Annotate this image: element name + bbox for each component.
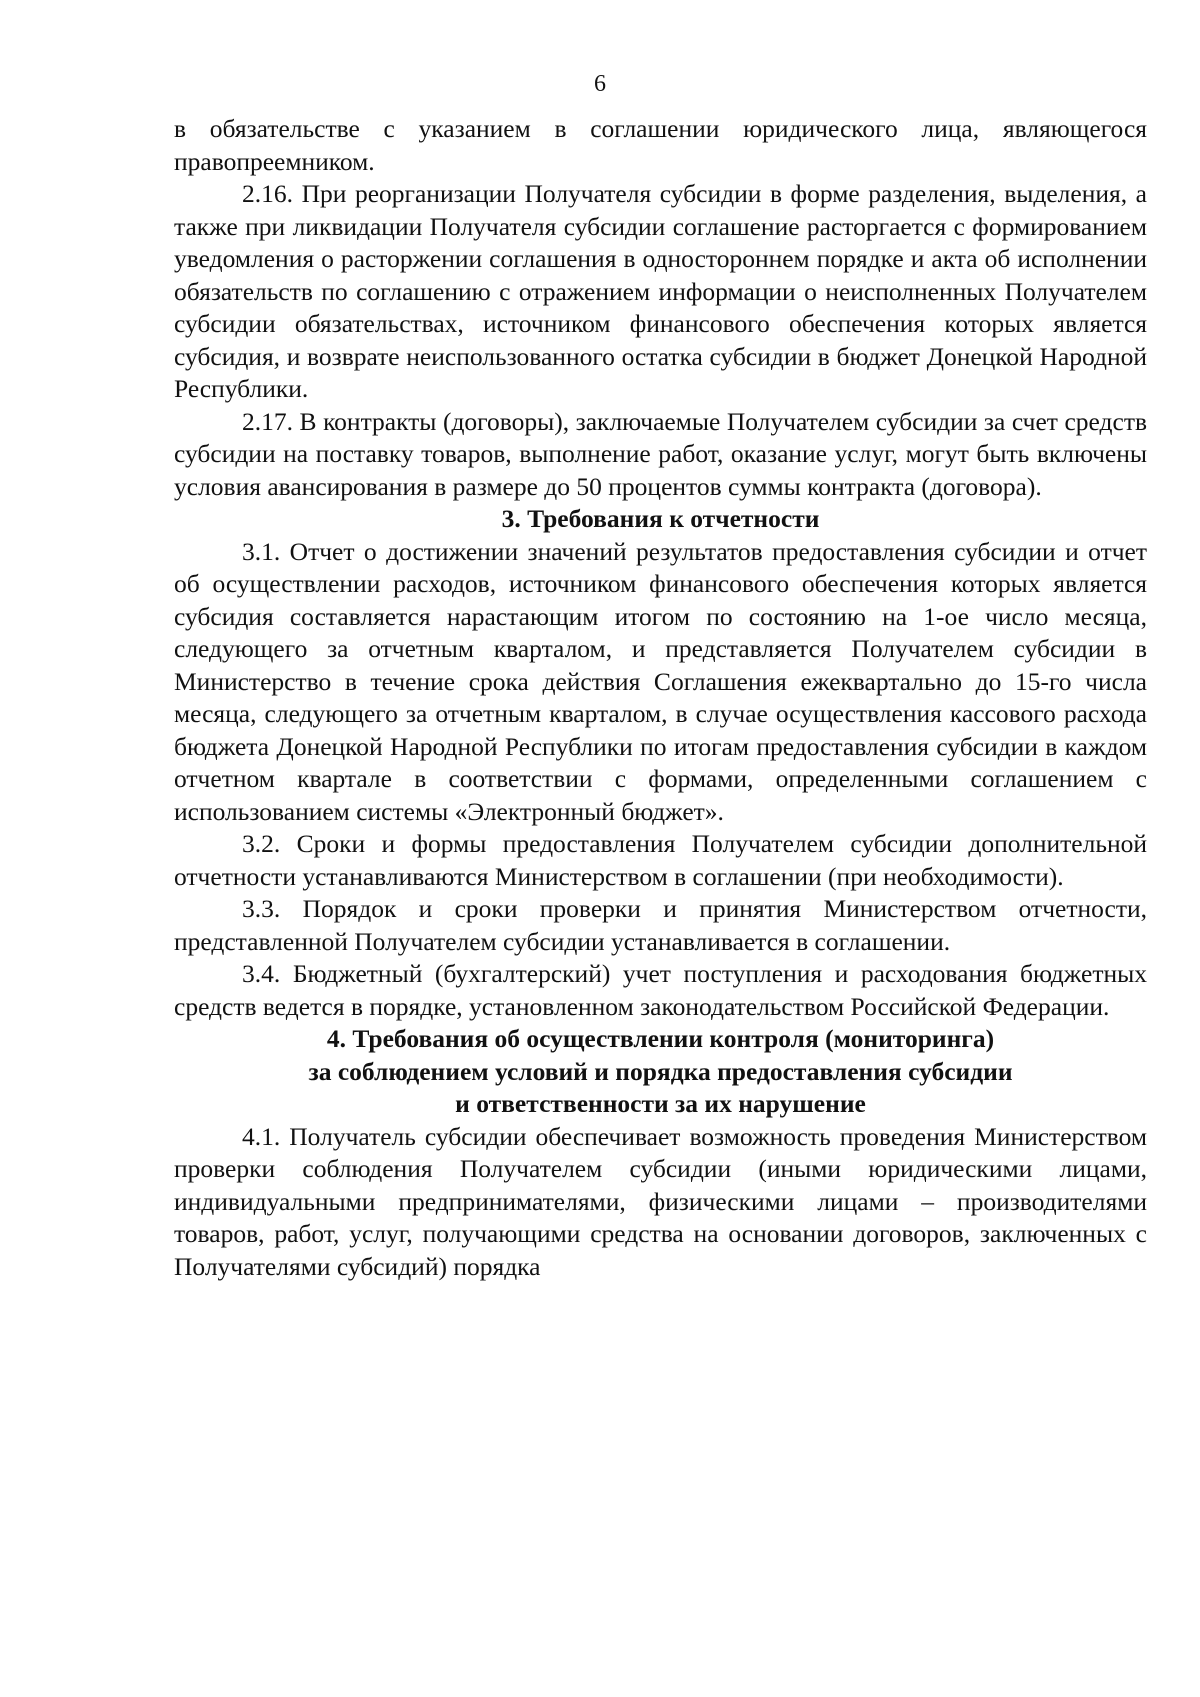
item-text: В контракты (договоры), заключаемые Получателем субсидии за счет средств субсидии на поставку товаров, выполнение работ, оказание услуг, могут быть включены условия авансирования в размере до 50 процентов суммы контракта (договора). <box>174 406 1148 501</box>
intro-paragraph: в обязательстве с указанием в соглашении юридического лица, являющегося правопреемником. <box>174 114 1147 176</box>
item-text: Порядок и сроки проверки и принятия Министерством отчетности, представленной Получателем субсидии устанавливается в соглашении. <box>174 894 1148 956</box>
item-text: Сроки и формы предоставления Получателем субсидии дополнительной отчетности устанавливаются Министерством в соглашении (при необходимости). <box>174 829 1148 891</box>
paragraph-3-2 <box>174 828 1147 893</box>
section-4-heading-line: и ответственности за их нарушение <box>455 1089 866 1118</box>
item-number: 3.2. <box>242 829 281 858</box>
paragraph-4-1 <box>174 1121 1147 1284</box>
paragraph-2-16 <box>174 178 1147 406</box>
document-body <box>174 113 1147 1283</box>
item-text: Бюджетный (бухгалтерский) учет поступления и расходования бюджетных средств ведется в порядке, установленном законодательством Российской Федерации. <box>174 959 1148 1021</box>
item-text: Отчет о достижении значений результатов предоставления субсидии и отчет об осуществлении расходов, источником финансового обеспечения которых является субсидия составляется нарастающим итогом по состоянию на 1-ое число месяца, следующего за отчетным кварталом, и представляется Получателем субсидии в Министерство в течение срока действия Соглашения ежеквартально до 15-го числа месяца, следующего за отчетным кварталом, в случае осуществления кассового расхода бюджета Донецкой Народной Республики по итогам предоставления субсидии в каждом отчетном квартале в соответствии с формами, определенными соглашением с использованием системы «Электронный бюджет». <box>174 536 1147 826</box>
paragraph-3-1 <box>174 536 1147 829</box>
item-number: 3.4. <box>242 959 281 988</box>
item-number: 3.3. <box>242 894 281 923</box>
section-4-heading-line: за соблюдением условий и порядка предоставления субсидии <box>308 1056 1013 1086</box>
item-number: 2.16. <box>242 179 293 208</box>
section-4-heading-line: 4. Требования об осуществлении контроля (мониторинга) <box>326 1024 995 1053</box>
section-3-heading: 3. Требования к отчетности <box>501 504 820 533</box>
item-number: 2.17. <box>242 406 293 436</box>
paragraph-3-3 <box>174 893 1147 958</box>
item-text: При реорганизации Получателя субсидии в форме разделения, выделения, а также при ликвидации Получателя субсидии соглашение расторгается с формированием уведомления о расторжении соглашения в одностороннем порядке и акта об исполнении обязательств по соглашению с отражением информации о неисполненных Получателем субсидии обязательствах, источником финансового обеспечения которых является субсидия, и возврате неиспользованного остатка субсидии в бюджет Донецкой Народной Республики. <box>174 179 1148 403</box>
paragraph-3-4 <box>174 958 1147 1023</box>
paragraph-2-17 <box>174 406 1147 504</box>
item-text: Получатель субсидии обеспечивает возможность проведения Министерством проверки соблюдения Получателем субсидии (иными юридическими лицами, индивидуальными предпринимателями, физическими лицами – производителями товаров, работ, услуг, получающими средства на основании договоров, заключенных с Получателями субсидий) порядка <box>174 1121 1147 1281</box>
item-number: 3.1. <box>242 536 281 566</box>
section-4-heading <box>174 1023 1147 1121</box>
page-number: 6 <box>594 71 606 97</box>
item-number: 4.1. <box>242 1121 281 1151</box>
